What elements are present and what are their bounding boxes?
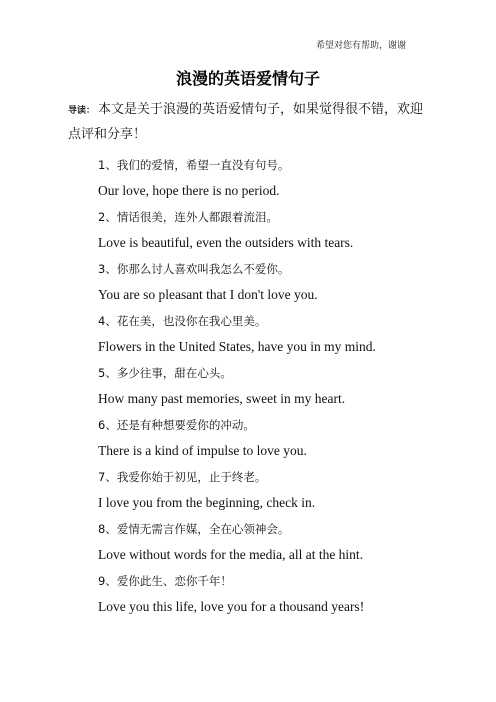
chinese-sentence: 3、你那么讨人喜欢叫我怎么不爱你。 xyxy=(98,262,290,276)
chinese-sentence: 6、还是有种想要爱你的冲动。 xyxy=(98,418,255,432)
sentence-list xyxy=(98,152,458,620)
chinese-sentence: 7、我爱你始于初见，止于终老。 xyxy=(98,470,267,484)
english-sentence: There is a kind of impulse to love you. xyxy=(98,443,307,458)
list-item xyxy=(98,308,458,360)
english-sentence: Flowers in the United States, have you in my mind. xyxy=(98,339,376,354)
english-sentence: Love you this life, love you for a thousand years! xyxy=(98,599,365,614)
list-item xyxy=(98,256,458,308)
english-sentence: I love you from the beginning, check in. xyxy=(98,495,316,510)
chinese-sentence: 4、花在美，也没你在我心里美。 xyxy=(98,314,267,328)
page-title: 浪漫的英语爱情句子 xyxy=(175,69,320,88)
english-sentence: Our love, hope there is no period. xyxy=(98,183,280,198)
english-sentence: How many past memories, sweet in my heart. xyxy=(98,391,346,406)
english-sentence: You are so pleasant that I don't love you. xyxy=(98,287,318,302)
english-sentence: Love without words for the media, all at the hint. xyxy=(98,547,364,562)
intro-text: 本文是关于浪漫的英语爱情句子，如果觉得很不错，欢迎点评和分享！ xyxy=(68,102,424,142)
list-item xyxy=(98,204,458,256)
list-item xyxy=(98,516,458,568)
list-item xyxy=(98,152,458,204)
list-item xyxy=(98,360,458,412)
list-item xyxy=(98,464,458,516)
intro-paragraph xyxy=(68,98,430,147)
chinese-sentence: 5、多少往事，甜在心头。 xyxy=(98,366,232,380)
chinese-sentence: 1、我们的爱情，希望一直没有句号。 xyxy=(98,158,290,172)
chinese-sentence: 8、爱情无需言作媒，全在心领神会。 xyxy=(98,522,290,536)
list-item xyxy=(98,412,458,464)
chinese-sentence: 9、爱你此生、恋你千年！ xyxy=(98,574,232,588)
english-sentence: Love is beautiful, even the outsiders with tears. xyxy=(98,235,354,250)
header-note: 希望对您有帮助，谢谢 xyxy=(315,41,406,51)
list-item xyxy=(98,568,458,620)
chinese-sentence: 2、情话很美，连外人都跟着流泪。 xyxy=(98,210,278,224)
intro-lead: 导读： xyxy=(68,106,96,116)
